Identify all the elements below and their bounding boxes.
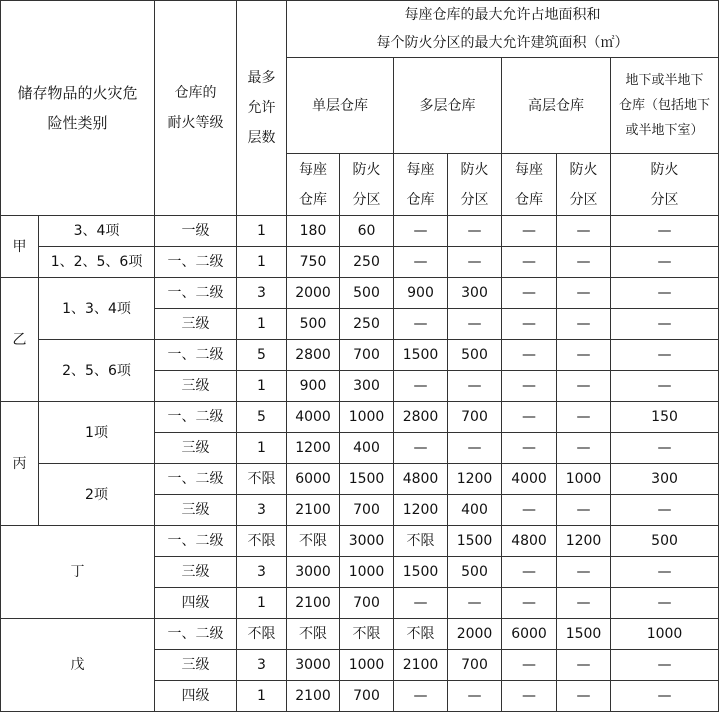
cell: 2800 — [287, 340, 340, 371]
cell: — — [502, 433, 557, 464]
cell: — — [394, 371, 448, 402]
cell: — — [557, 309, 611, 340]
cell: 1 — [237, 681, 287, 712]
cell: 700 — [340, 340, 394, 371]
cell: 1200 — [557, 526, 611, 557]
cell: 2800 — [394, 402, 448, 433]
cell: — — [611, 247, 719, 278]
header-single-per-warehouse: 每座 仓库 — [287, 154, 340, 216]
cell: 一、二级 — [155, 402, 237, 433]
cell: 5 — [237, 340, 287, 371]
cell: — — [557, 340, 611, 371]
cell: 250 — [340, 247, 394, 278]
cell: 不限 — [394, 526, 448, 557]
cell: — — [502, 402, 557, 433]
cell: 1000 — [340, 402, 394, 433]
table-row — [1, 340, 719, 371]
cell: 1200 — [394, 495, 448, 526]
header-underground-zone: 防火 分区 — [611, 154, 719, 216]
cell: 一、二级 — [155, 464, 237, 495]
cell: 500 — [448, 557, 502, 588]
header-multi: 多层仓库 — [394, 58, 502, 154]
cell: — — [557, 495, 611, 526]
table-row — [1, 247, 719, 278]
cell: — — [448, 588, 502, 619]
cell: — — [557, 588, 611, 619]
cell: 700 — [448, 650, 502, 681]
cell: 700 — [340, 681, 394, 712]
cell: — — [448, 309, 502, 340]
cell: — — [557, 371, 611, 402]
cell: — — [557, 557, 611, 588]
cell: — — [394, 588, 448, 619]
subcategory-cell: 3、4项 — [39, 216, 155, 247]
cell: — — [557, 216, 611, 247]
cell: 2100 — [287, 588, 340, 619]
cell: 三级 — [155, 309, 237, 340]
cell: 1 — [237, 247, 287, 278]
cell: — — [502, 557, 557, 588]
subcategory-cell: 2项 — [39, 464, 155, 526]
subcategory-cell: 2、5、6项 — [39, 340, 155, 402]
cell: — — [557, 433, 611, 464]
cell: 三级 — [155, 650, 237, 681]
cell: 1200 — [287, 433, 340, 464]
cell: 三级 — [155, 371, 237, 402]
cell: 4000 — [287, 402, 340, 433]
cell: 1 — [237, 588, 287, 619]
cell: — — [394, 216, 448, 247]
cell: 一、二级 — [155, 278, 237, 309]
header-single-zone: 防火 分区 — [340, 154, 394, 216]
cell: — — [611, 433, 719, 464]
cell: — — [502, 247, 557, 278]
cell: 1500 — [557, 619, 611, 650]
cell: 四级 — [155, 681, 237, 712]
cell: 150 — [611, 402, 719, 433]
cell: 一、二级 — [155, 247, 237, 278]
table-row — [1, 526, 719, 557]
cell: — — [502, 216, 557, 247]
cell: 1500 — [340, 464, 394, 495]
cell: 一、二级 — [155, 526, 237, 557]
cell: — — [611, 340, 719, 371]
subcategory-cell: 1、2、5、6项 — [39, 247, 155, 278]
cell: — — [611, 650, 719, 681]
cell: 1500 — [394, 557, 448, 588]
header-high: 高层仓库 — [502, 58, 611, 154]
cell: 一级 — [155, 216, 237, 247]
cell: — — [502, 681, 557, 712]
table-row — [1, 619, 719, 650]
cell: 1 — [237, 216, 287, 247]
cell: 不限 — [237, 619, 287, 650]
cell: 四级 — [155, 588, 237, 619]
cell: 1500 — [448, 526, 502, 557]
cell: — — [502, 650, 557, 681]
cell: 700 — [448, 402, 502, 433]
header-multi-zone: 防火 分区 — [448, 154, 502, 216]
category-cell: 丁 — [1, 526, 155, 619]
header-category: 储存物品的火灾危 险性类别 — [1, 1, 155, 216]
cell: 700 — [340, 588, 394, 619]
cell: — — [502, 588, 557, 619]
cell: 1500 — [394, 340, 448, 371]
cell: 1000 — [611, 619, 719, 650]
cell: 2100 — [394, 650, 448, 681]
cell: 500 — [340, 278, 394, 309]
cell: — — [502, 309, 557, 340]
cell: 1000 — [557, 464, 611, 495]
cell: 不限 — [394, 619, 448, 650]
cell: — — [502, 340, 557, 371]
cell: 不限 — [287, 619, 340, 650]
cell: — — [611, 309, 719, 340]
cell: 三级 — [155, 557, 237, 588]
cell: 4800 — [502, 526, 557, 557]
cell: — — [557, 247, 611, 278]
cell: — — [611, 681, 719, 712]
subcategory-cell: 1项 — [39, 402, 155, 464]
cell: 2000 — [287, 278, 340, 309]
cell: 1 — [237, 433, 287, 464]
cell: 不限 — [287, 526, 340, 557]
subcategory-cell: 1、3、4项 — [39, 278, 155, 340]
header-high-zone: 防火 分区 — [557, 154, 611, 216]
cell: 2000 — [448, 619, 502, 650]
cell: 4800 — [394, 464, 448, 495]
cell: — — [611, 371, 719, 402]
header-max-floors: 最多 允许 层数 — [237, 1, 287, 216]
table-row — [1, 278, 719, 309]
cell: 2100 — [287, 495, 340, 526]
header-multi-per-warehouse: 每座 仓库 — [394, 154, 448, 216]
table-row — [1, 216, 719, 247]
cell: 3000 — [287, 650, 340, 681]
cell: 250 — [340, 309, 394, 340]
cell: 500 — [448, 340, 502, 371]
cell: — — [502, 371, 557, 402]
cell: 不限 — [237, 464, 287, 495]
cell: 60 — [340, 216, 394, 247]
cell: 400 — [340, 433, 394, 464]
cell: — — [502, 495, 557, 526]
cell: 700 — [340, 495, 394, 526]
cell: — — [557, 278, 611, 309]
cell: 6000 — [502, 619, 557, 650]
cell: 三级 — [155, 433, 237, 464]
cell: — — [557, 650, 611, 681]
header-fire-rating: 仓库的 耐火等级 — [155, 1, 237, 216]
cell: 3000 — [340, 526, 394, 557]
header-underground: 地下或半地下 仓库（包括地下 或半地下室） — [611, 58, 719, 154]
cell: — — [611, 588, 719, 619]
cell: 300 — [448, 278, 502, 309]
cell: — — [448, 433, 502, 464]
cell: — — [448, 247, 502, 278]
cell: — — [557, 402, 611, 433]
cell: — — [611, 216, 719, 247]
cell: 1000 — [340, 557, 394, 588]
cell: — — [611, 278, 719, 309]
cell: 不限 — [340, 619, 394, 650]
cell: 1 — [237, 309, 287, 340]
cell: 180 — [287, 216, 340, 247]
cell: — — [394, 681, 448, 712]
table-row — [1, 402, 719, 433]
cell: 2100 — [287, 681, 340, 712]
cell: 500 — [611, 526, 719, 557]
cell: 1200 — [448, 464, 502, 495]
cell: 900 — [287, 371, 340, 402]
cell: — — [502, 278, 557, 309]
category-cell: 甲 — [1, 216, 39, 278]
cell: 500 — [287, 309, 340, 340]
cell: 6000 — [287, 464, 340, 495]
cell: 400 — [448, 495, 502, 526]
header-area-title: 每座仓库的最大允许占地面积和 每个防火分区的最大允许建筑面积（㎡） — [287, 1, 719, 58]
cell: 3 — [237, 278, 287, 309]
cell: — — [394, 433, 448, 464]
category-cell: 戊 — [1, 619, 155, 712]
category-cell: 乙 — [1, 278, 39, 402]
cell: — — [611, 557, 719, 588]
cell: 3 — [237, 495, 287, 526]
cell: — — [394, 247, 448, 278]
table-row — [1, 464, 719, 495]
cell: 300 — [611, 464, 719, 495]
cell: 3 — [237, 650, 287, 681]
cell: 750 — [287, 247, 340, 278]
header-single: 单层仓库 — [287, 58, 394, 154]
header-high-per-warehouse: 每座 仓库 — [502, 154, 557, 216]
cell: — — [611, 495, 719, 526]
cell: — — [394, 309, 448, 340]
cell: 3000 — [287, 557, 340, 588]
cell: 1000 — [340, 650, 394, 681]
cell: 三级 — [155, 495, 237, 526]
cell: 300 — [340, 371, 394, 402]
cell: 1 — [237, 371, 287, 402]
cell: 3 — [237, 557, 287, 588]
cell: 不限 — [237, 526, 287, 557]
cell: 一、二级 — [155, 340, 237, 371]
cell: 一、二级 — [155, 619, 237, 650]
cell: — — [557, 681, 611, 712]
cell: — — [448, 681, 502, 712]
cell: — — [448, 216, 502, 247]
category-cell: 丙 — [1, 402, 39, 526]
cell: 4000 — [502, 464, 557, 495]
cell: — — [448, 371, 502, 402]
cell: 5 — [237, 402, 287, 433]
cell: 900 — [394, 278, 448, 309]
